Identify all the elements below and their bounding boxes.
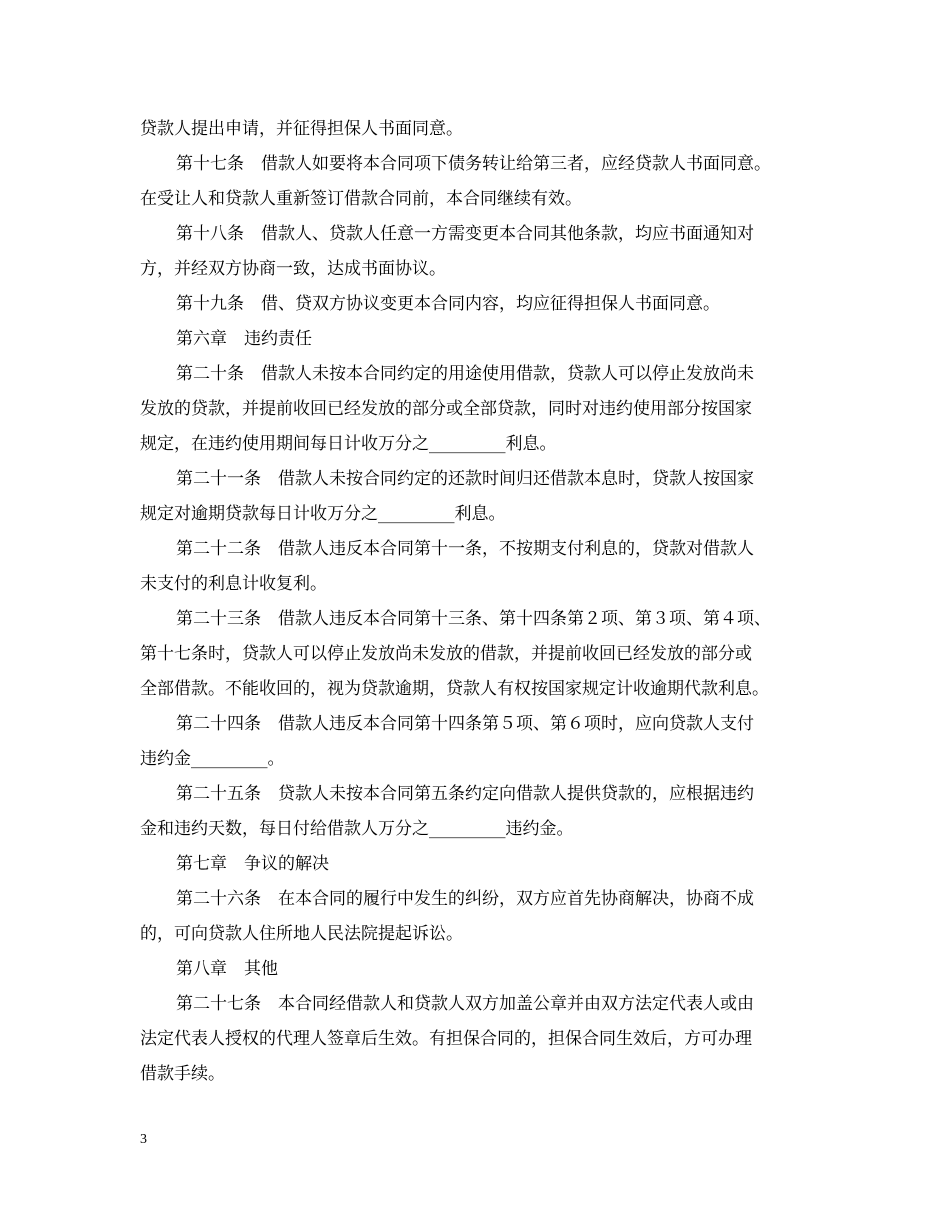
text-line: 第二十条 借款人未按本合同约定的用途使用借款，贷款人可以停止发放尚未	[176, 364, 754, 384]
text-line: 第二十五条 贷款人未按本合同第五条约定向借款人提供贷款的，应根据违约	[176, 784, 754, 804]
text-line: 第二十三条 借款人违反本合同第十三条、第十四条第２项、第３项、第４项、	[176, 609, 771, 629]
text-line: 方，并经双方协商一致，达成书面协议。	[140, 259, 446, 279]
text-line: 借款手续。	[140, 1064, 225, 1084]
text-line: 金和违约天数，每日付给借款人万分之_________违约金。	[140, 819, 574, 839]
text-line: 规定对逾期贷款每日计收万分之_________利息。	[140, 504, 506, 524]
chapter-heading: 第七章 争议的解决	[176, 854, 329, 874]
document-body	[140, 112, 820, 1092]
text-line: 第十七条时，贷款人可以停止发放尚未发放的借款，并提前收回已经发放的部分或	[140, 644, 752, 664]
page-number: 3	[140, 1132, 147, 1147]
text-line: 第二十二条 借款人违反本合同第十一条，不按期支付利息的，贷款对借款人	[176, 539, 754, 559]
text-line: 的，可向贷款人住所地人民法院提起诉讼。	[140, 924, 463, 944]
text-line: 违约金_________。	[140, 749, 285, 769]
text-line: 第十九条 借、贷双方协议变更本合同内容，均应征得担保人书面同意。	[176, 294, 720, 314]
text-line: 贷款人提出申请，并征得担保人书面同意。	[140, 119, 463, 139]
text-line: 全部借款。不能收回的，视为贷款逾期，贷款人有权按国家规定计收逾期代款利息。	[140, 679, 769, 699]
text-line: 第二十一条 借款人未按合同约定的还款时间归还借款本息时，贷款人按国家	[176, 469, 754, 489]
text-line: 规定，在违约使用期间每日计收万分之_________利息。	[140, 434, 557, 454]
text-line: 法定代表人授权的代理人签章后生效。有担保合同的，担保合同生效后，方可办理	[140, 1029, 752, 1049]
text-line: 第二十四条 借款人违反本合同第十四条第５项、第６项时，应向贷款人支付	[176, 714, 754, 734]
chapter-heading: 第六章 违约责任	[176, 329, 312, 349]
text-line: 第十八条 借款人、贷款人任意一方需变更本合同其他条款，均应书面通知对	[176, 224, 754, 244]
text-line: 第十七条 借款人如要将本合同项下债务转让给第三者，应经贷款人书面同意。	[176, 154, 771, 174]
text-line: 未支付的利息计收复利。	[140, 574, 327, 594]
text-line: 发放的贷款，并提前收回已经发放的部分或全部贷款，同时对违约使用部分按国家	[140, 399, 752, 419]
text-line: 第二十六条 在本合同的履行中发生的纠纷，双方应首先协商解决，协商不成	[176, 889, 754, 909]
text-line: 在受让人和贷款人重新签订借款合同前，本合同继续有效。	[140, 189, 582, 209]
chapter-heading: 第八章 其他	[176, 959, 278, 979]
text-line: 第二十七条 本合同经借款人和贷款人双方加盖公章并由双方法定代表人或由	[176, 994, 754, 1014]
